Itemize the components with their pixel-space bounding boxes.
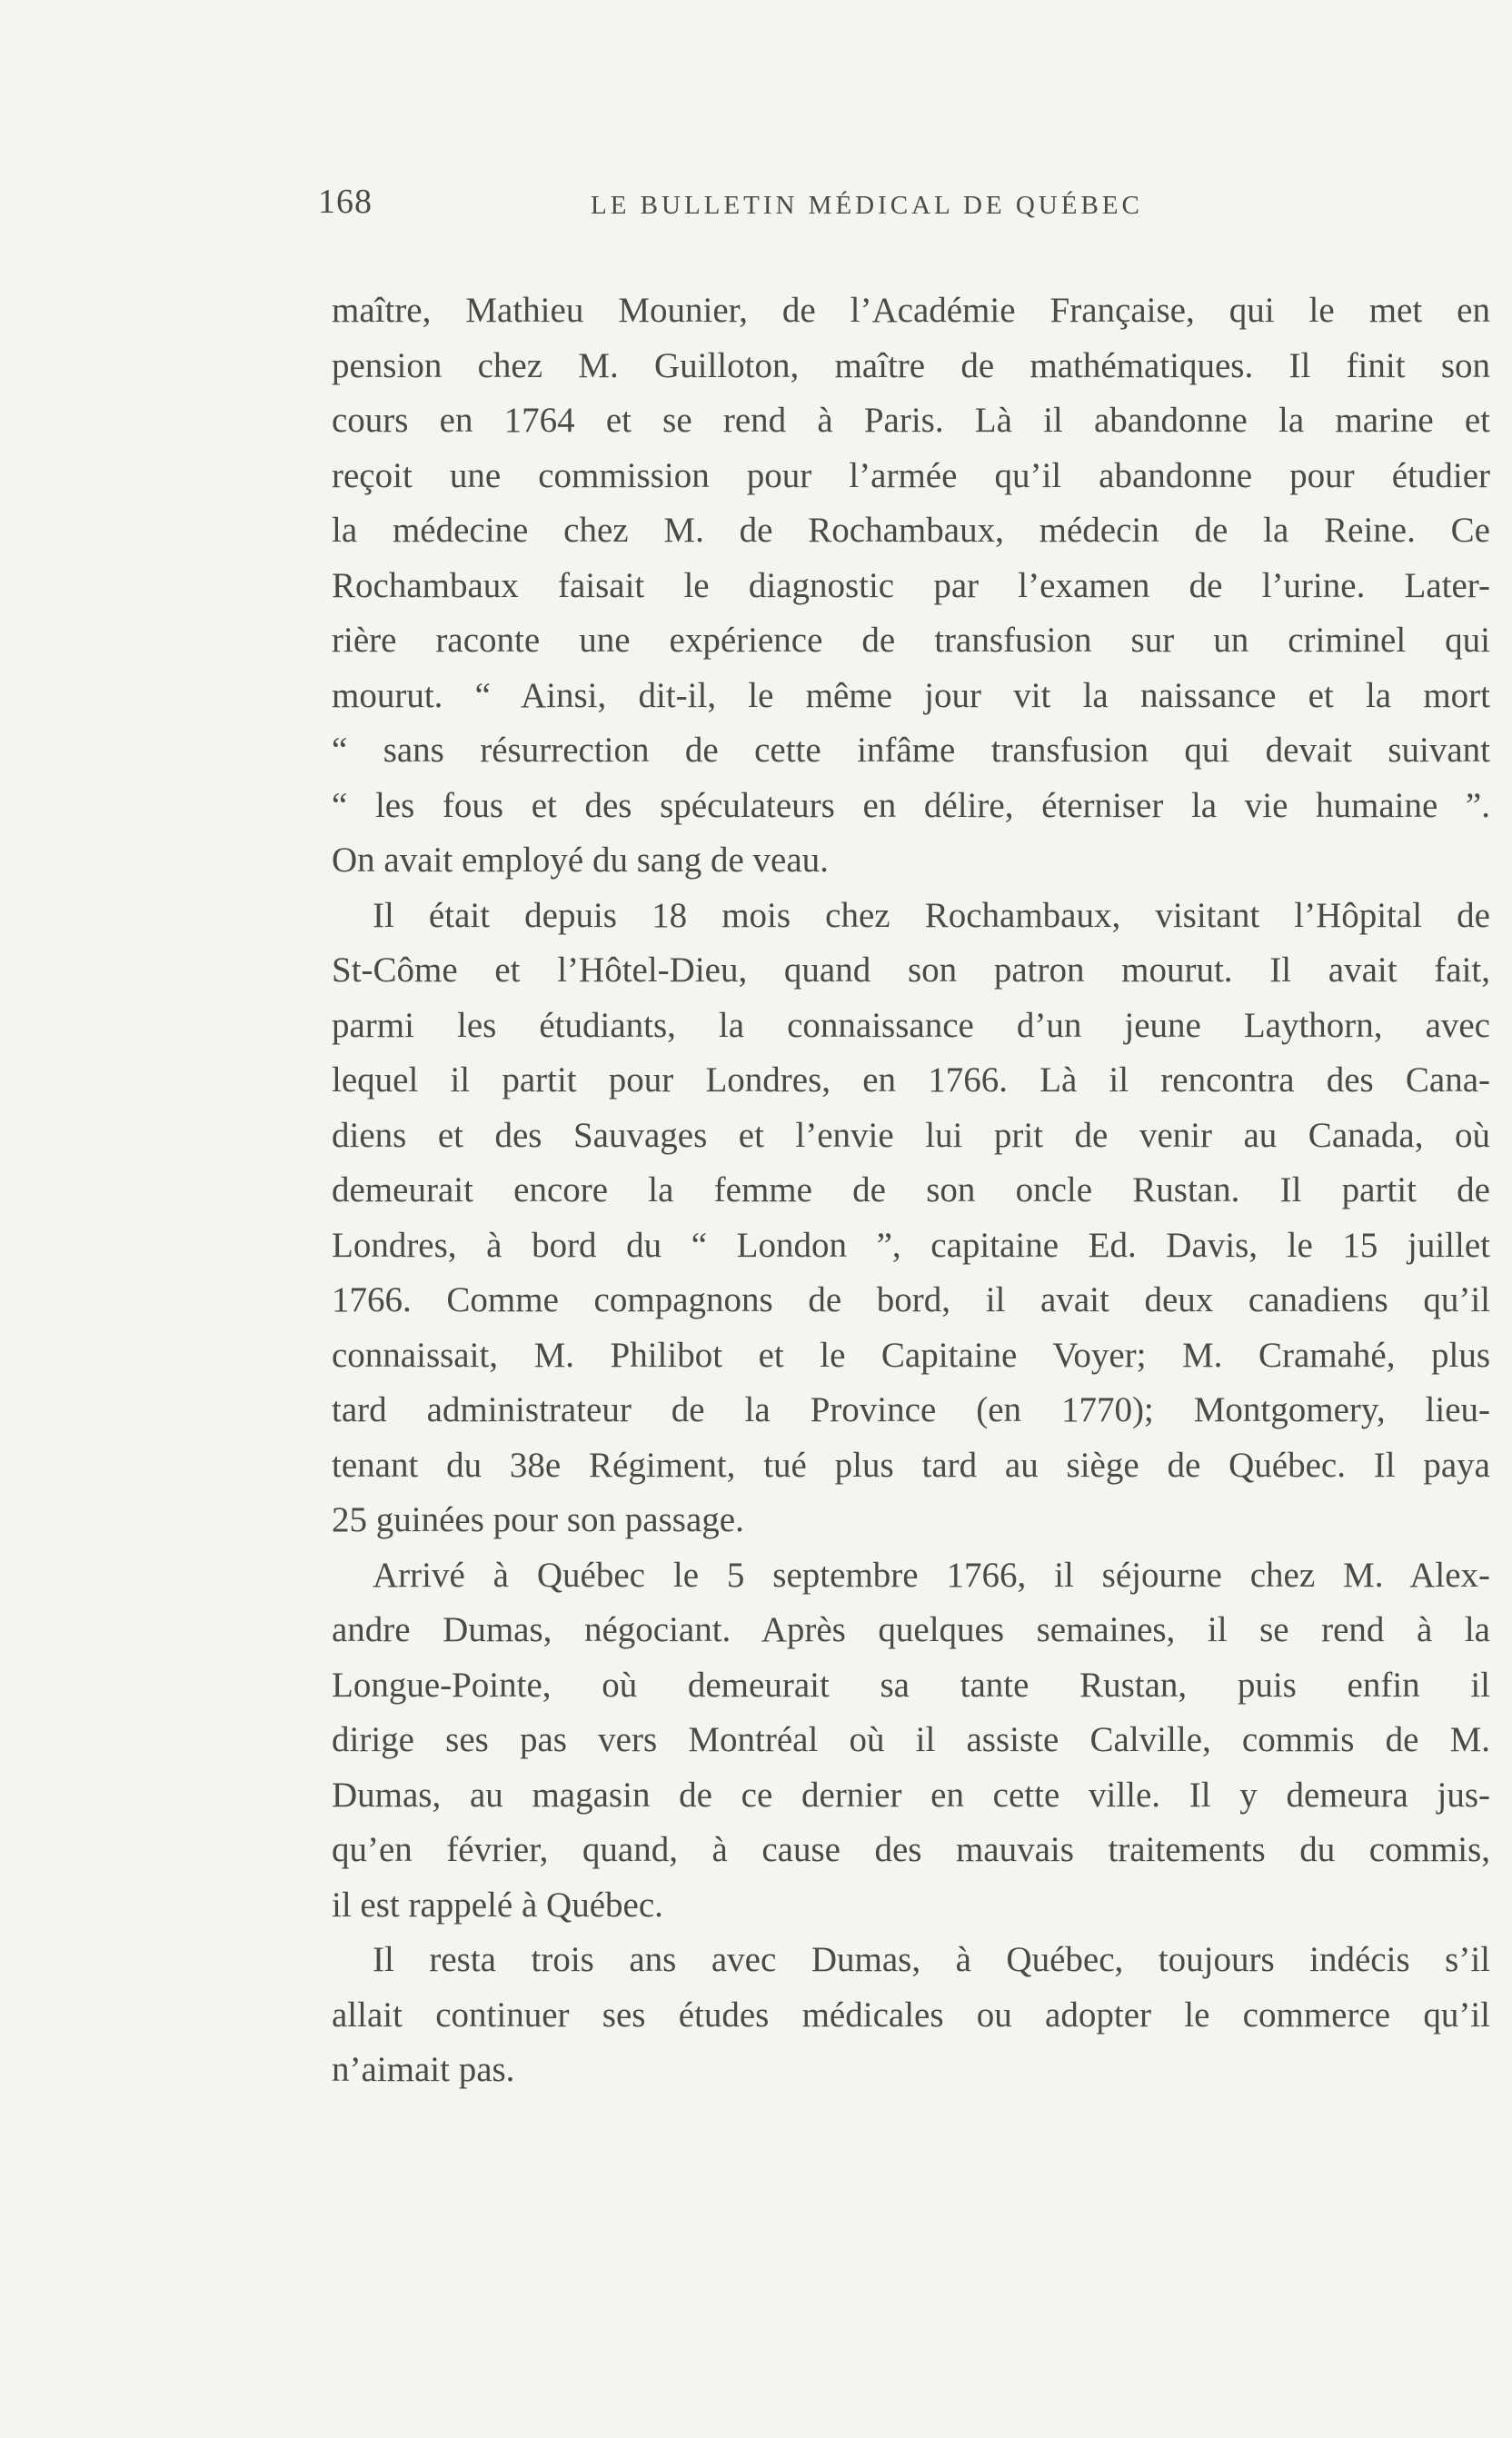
text-line: Dumas, au magasin de ce dernier en cette ville. Il y demeura jus- — [332, 1775, 1490, 1815]
text-line: cours en 1764 et se rend à Paris. Là il abandonne la marine et — [332, 401, 1490, 440]
text-line: reçoit une commission pour l’armée qu’il abandonne pour étudier — [332, 455, 1490, 495]
paragraph-1 — [332, 284, 1490, 889]
text-line: Il était depuis 18 mois chez Rochambaux, visitant l’Hôpital de — [373, 895, 1490, 935]
page-number: 168 — [318, 183, 373, 221]
text-line: rière raconte une expérience de transfusion sur un criminel qui — [332, 621, 1490, 660]
text-line: lequel il partit pour Londres, en 1766. Là il rencontra des Cana- — [332, 1060, 1490, 1100]
text-line: diens et des Sauvages et l’envie lui prit de venir au Canada, où — [332, 1115, 1490, 1155]
text-line: tard administrateur de la Province (en 1770); Montgomery, lieu- — [332, 1390, 1490, 1429]
paragraph-4 — [332, 1933, 1490, 2098]
text-line: Londres, à bord du “ London ”, capitaine Ed. Davis, le 15 juillet — [332, 1225, 1490, 1265]
text-line: connaissait, M. Philibot et le Capitaine Voyer; M. Cramahé, plus — [332, 1335, 1490, 1375]
text-line: la médecine chez M. de Rochambaux, médecin de la Reine. Ce — [332, 511, 1490, 550]
text-line: n’aimait pas. — [332, 2050, 515, 2089]
text-line: pension chez M. Guilloton, maître de mathématiques. Il finit son — [332, 345, 1490, 385]
text-line: “ sans résurrection de cette infâme transfusion qui devait suivant — [332, 731, 1490, 770]
text-line: maître, Mathieu Mounier, de l’Académie Française, qui le met en — [332, 291, 1490, 330]
body-text — [332, 284, 1490, 2098]
text-line: allait continuer ses études médicales ou adopter le commerce qu’il — [332, 1995, 1490, 2035]
text-line: dirige ses pas vers Montréal où il assiste Calville, commis de M. — [332, 1720, 1490, 1759]
text-line: qu’en février, quand, à cause des mauvais traitements du commis, — [332, 1830, 1490, 1869]
text-line: demeurait encore la femme de son oncle Rustan. Il partit de — [332, 1170, 1490, 1209]
text-line: Longue-Pointe, où demeurait sa tante Rustan, puis enfin il — [332, 1665, 1490, 1705]
text-line: “ les fous et des spéculateurs en délire, éterniser la vie humaine ”. — [332, 785, 1490, 825]
text-line: mourut. “ Ainsi, dit-il, le même jour vit la naissance et la mort — [332, 675, 1490, 715]
text-line: On avait employé du sang de veau. — [332, 841, 829, 880]
paragraph-3 — [332, 1548, 1490, 1934]
paragraph-2 — [332, 889, 1490, 1548]
text-line: il est rappelé à Québec. — [332, 1885, 663, 1925]
journal-title: LE BULLETIN MÉDICAL DE QUÉBEC — [591, 191, 1143, 220]
text-line: Rochambaux faisait le diagnostic par l’examen de l’urine. Later- — [332, 565, 1490, 605]
text-line: 25 guinées pour son passage. — [332, 1500, 744, 1539]
text-line: andre Dumas, négociant. Après quelques semaines, il se rend à la — [332, 1610, 1490, 1649]
text-line: tenant du 38e Régiment, tué plus tard au siège de Québec. Il paya — [332, 1445, 1490, 1485]
text-line: Il resta trois ans avec Dumas, à Québec, toujours indécis s’il — [373, 1940, 1490, 1979]
text-line: St-Côme et l’Hôtel-Dieu, quand son patron mourut. Il avait fait, — [332, 950, 1490, 990]
text-line: 1766. Comme compagnons de bord, il avait deux canadiens qu’il — [332, 1280, 1490, 1319]
running-head — [318, 182, 1227, 236]
text-line: Arrivé à Québec le 5 septembre 1766, il séjourne chez M. Alex- — [373, 1555, 1490, 1595]
text-line: parmi les étudiants, la connaissance d’un jeune Laythorn, avec — [332, 1005, 1490, 1045]
